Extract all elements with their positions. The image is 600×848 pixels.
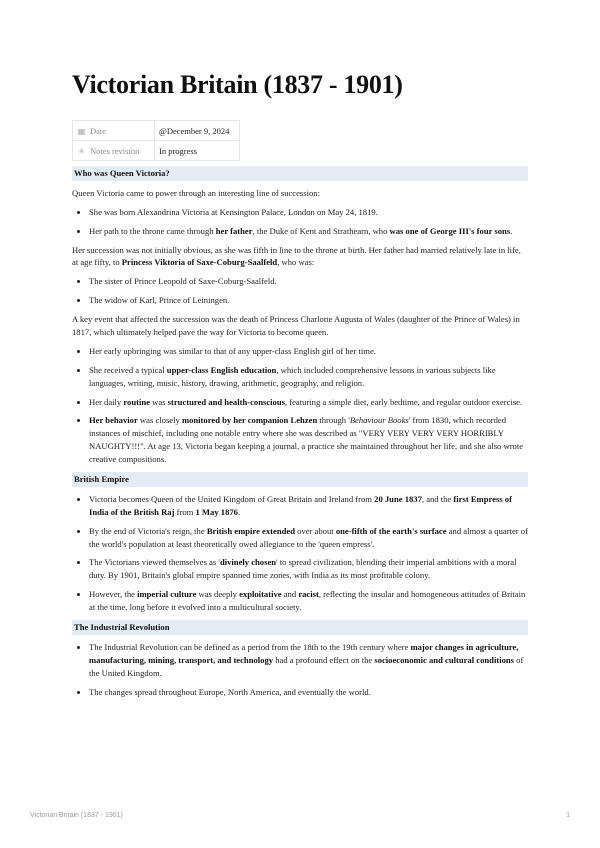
list-item: • However, the imperial culture was deeply exploitative and racist, reflecting the insular and homogeneous attitudes of Britain at the time, long before it evolved into a multicultural society. [89,588,528,614]
list-item: • She was born Alexandrina Victoria at Kensington Palace, London on May 24, 1819. [89,206,528,219]
bullet-list [72,641,528,699]
list-item: • Her path to the throne came through her father, the Duke of Kent and Strathearn, who was one of George III's four sons. [89,225,528,238]
property-row-date [73,121,240,141]
property-value-status[interactable]: In progress [155,141,240,161]
page-title: Victorian Britain (1837 - 1901) [72,70,403,99]
properties-table [72,120,240,161]
page-number: 1 [566,812,570,819]
bullet-list [72,345,528,466]
list-item: • The widow of Karl, Prince of Leiningen. [89,294,528,307]
property-label: Date [90,125,107,136]
bullet-list [72,206,528,238]
list-item: • Victoria becomes Queen of the United Kingdom of Great Britain and Ireland from 20 June 1837, and the first Empress of India of the British Raj from 1 May 1876. [89,493,528,519]
list-item: • The changes spread throughout Europe, North America, and eventually the world. [89,686,528,699]
property-row-notes-revision [73,141,240,161]
section-heading: Who was Queen Victoria? [72,166,528,181]
paragraph: A key event that affected the succession was the death of Princess Charlotte Augusta of Wales (daughter of the Prince of Wales) in 1817, which ultimately helped pave the way for Victoria to become queen. [72,314,520,338]
list-item: • The Victorians viewed themselves as 'divinely chosen' to spread civilization, blending their imperial ambitions with a moral duty. By 1901, Britain's global empire spanned time zones, with India as its most profitable colony. [89,556,528,582]
list-item: • Her daily routine was structured and health-conscious, featuring a simple diet, early bedtime, and regular outdoor exercise. [89,396,528,409]
section-heading: The Industrial Revolution [72,620,528,635]
property-value-date[interactable]: @December 9, 2024 [155,121,240,141]
paragraph: Her succession was not initially obvious, as she was fifth in line to the throne at birth. Her father had married relatively late in life, at age fifty, to Princess Viktoria of Saxe-Coburg-Saalfeld, who was: [72,244,521,268]
footer-title: Victorian Britain (1837 - 1901) [30,812,123,819]
page-footer [30,812,570,819]
paragraph: Queen Victoria came to power through an interesting line of succession: [72,187,320,198]
calendar-icon: ▦ [77,126,86,136]
list-item: • Her behavior was closely monitored by her companion Lehzen through 'Behaviour Books' from 1830, which recorded instances of mischief, including one notable entry where she was described as "VERY VERY VERY VERY HORRIBLY NAUGHTY!!!". At age 13, Victoria began keeping a journal, a practice she maintained throughout her life, and she also wrote creative compositions. [89,414,528,466]
list-item: • The Industrial Revolution can be defined as a period from the 18th to the 19th century where major changes in agriculture, manufacturing, mining, transport, and technology had a profound effect on the socioeconomic and cultural conditions of the United Kingdom. [89,641,528,680]
list-item: • By the end of Victoria's reign, the British empire extended over about one-fifth of the earth's surface and almost a quarter of the world's population at least theoretically owed allegiance to the 'queen empress'. [89,525,528,551]
list-item: • She received a typical upper-class English education, which included comprehensive lessons in various subjects like languages, writing, music, history, drawing, arithmetic, geography, and religion. [89,364,528,390]
bullet-list [72,275,528,307]
bullet-list [72,493,528,614]
section-heading: British Empire [72,472,528,487]
loader-icon: ✳ [78,146,85,156]
list-item: • The sister of Prince Leopold of Saxe-Coburg-Saalfeld. [89,275,528,288]
property-label: Notes revision [90,145,140,156]
document-body [72,166,528,705]
list-item: • Her early upbringing was similar to that of any upper-class English girl of her time. [89,345,528,358]
